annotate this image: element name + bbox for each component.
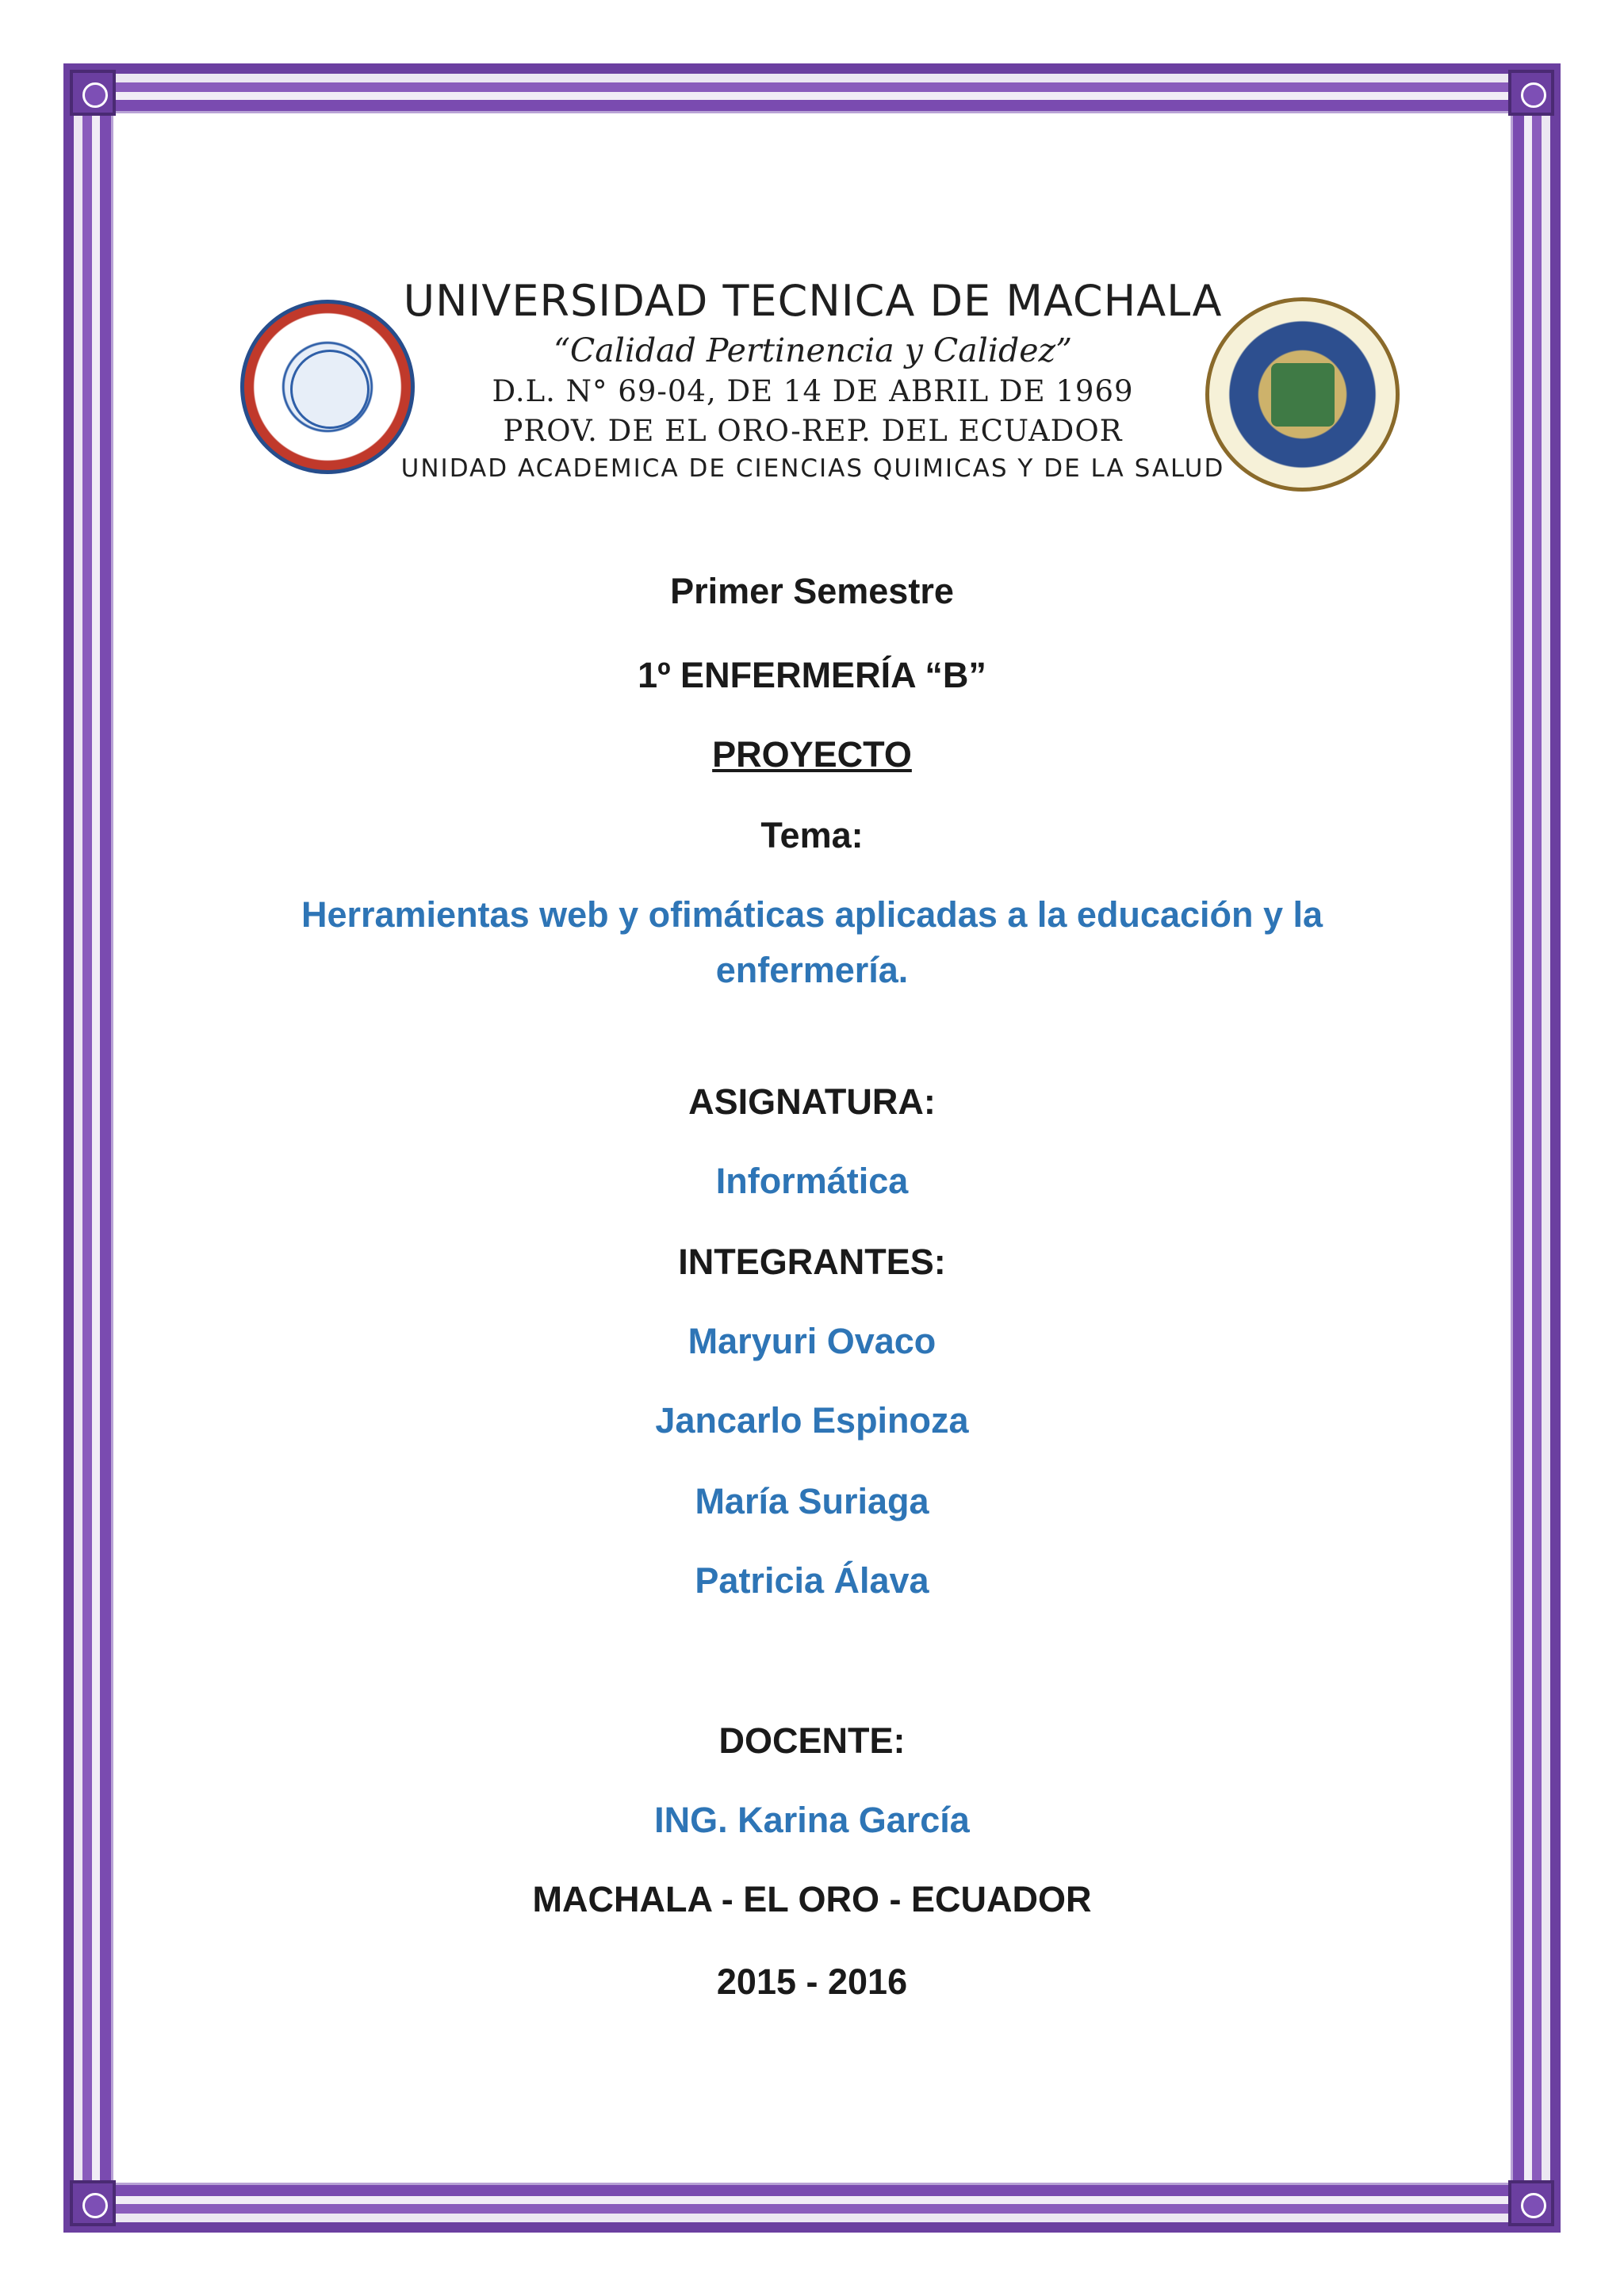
subject-label: ASIGNATURA: [688,1081,936,1122]
member-name: Maryuri Ovaco [688,1321,936,1361]
member-name: Jancarlo Espinoza [655,1400,969,1441]
academic-unit: UNIDAD ACADEMICA DE CIENCIAS QUIMICAS Y DE LA SALUD [400,454,1225,483]
subject-value: Informática [715,1161,909,1201]
corner-ornament-top-left [70,70,116,116]
semester: Primer Semestre [670,571,954,611]
teacher-name: ING. Karina García [654,1800,970,1840]
location: MACHALA - EL ORO - ECUADOR [532,1879,1092,1919]
founding-decree: D.L. N° 69-04, DE 14 DE ABRIL DE 1969 [492,374,1134,408]
topic-line-1: Herramientas web y ofimáticas aplicadas a la educación y la [301,894,1323,935]
topic-line-2: enfermería. [715,950,909,990]
institution-header [238,274,1388,486]
course: 1º ENFERMERÍA “B” [638,655,986,695]
members-label: INTEGRANTES: [678,1242,946,1282]
member-name: María Suriaga [695,1481,929,1521]
university-motto: “Calidad Pertinencia y Calidez” [553,331,1073,369]
topic-label: Tema: [760,815,864,855]
academic-years: 2015 - 2016 [716,1961,908,2002]
corner-ornament-top-right [1508,70,1554,116]
member-name: Patricia Álava [695,1560,929,1601]
corner-ornament-bottom-right [1508,2180,1554,2226]
project-heading: PROYECTO [712,734,912,775]
university-name: UNIVERSIDAD TECNICA DE MACHALA [403,276,1223,326]
teacher-label: DOCENTE: [718,1720,906,1761]
province-line: PROV. DE EL ORO-REP. DEL ECUADOR [503,414,1123,448]
corner-ornament-bottom-left [70,2180,116,2226]
